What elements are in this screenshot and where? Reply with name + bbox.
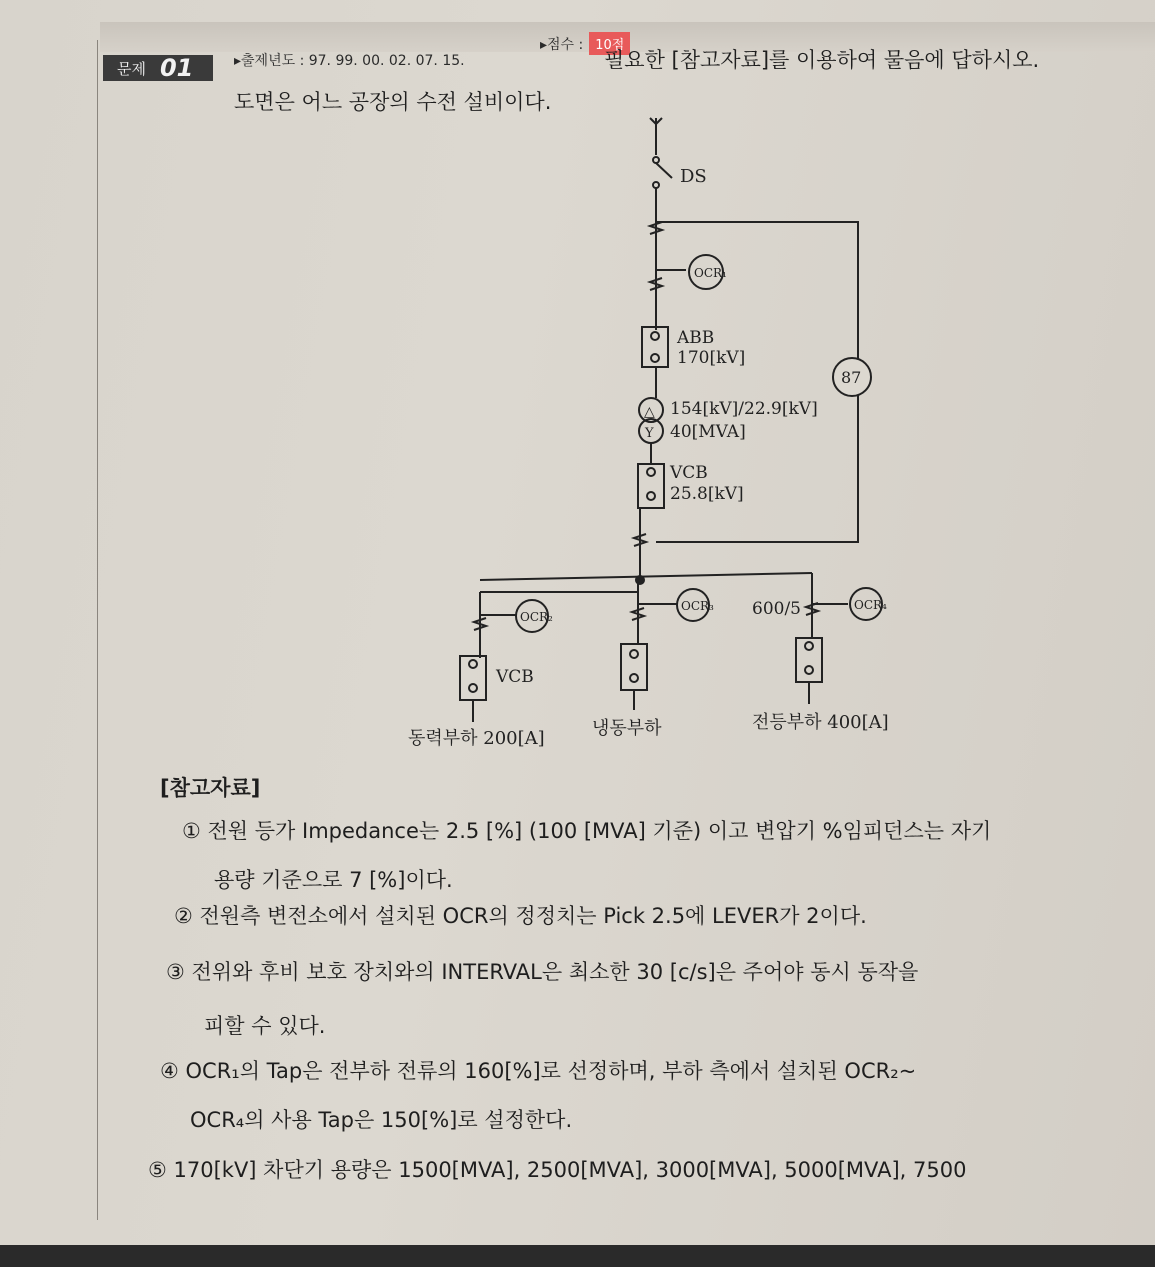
ocr2-label: OCR₂ xyxy=(520,610,553,624)
ocr4-label: OCR₄ xyxy=(854,598,887,612)
ocr3-label: OCR₃ xyxy=(681,599,714,613)
reference-title: [참고자료] xyxy=(160,776,261,800)
reference-item: ③ 전위와 후비 보호 장치와의 INTERVAL은 최소한 30 [c/s]은 주어야 동시 동작을 xyxy=(166,960,919,984)
reference-item: ② 전원측 변전소에서 설치된 OCR의 정정치는 Pick 2.5에 LEVER가 2이다. xyxy=(174,904,867,928)
load-label-refrigeration: 냉동부하 xyxy=(592,718,662,739)
transformer-capacity: 40[MVA] xyxy=(670,422,746,442)
score-label: ▸점수 : xyxy=(540,36,584,53)
ct-symbol xyxy=(634,534,646,546)
main-vcb xyxy=(638,464,664,508)
abb-rating: 170[kV] xyxy=(677,348,746,368)
problem-label-word: 문제 xyxy=(117,59,146,78)
load-label-lighting: 전등부하 400[A] xyxy=(752,712,889,733)
single-line-diagram xyxy=(380,110,920,770)
reference-item: ④ OCR₁의 Tap은 전부하 전류의 160[%]로 선정하며, 부하 측에서 설치된 OCR₂~ xyxy=(160,1059,917,1083)
vcb-rating: 25.8[kV] xyxy=(670,484,744,504)
ocr1-label: OCR₁ xyxy=(694,266,727,280)
score-badge: 10점 xyxy=(589,32,630,55)
reference-item: OCR₄의 사용 Tap은 150[%]로 설정한다. xyxy=(190,1108,573,1132)
ct-symbol xyxy=(650,222,662,234)
feeder-lighting-load xyxy=(796,573,882,704)
disconnect-switch xyxy=(653,157,672,330)
ds-label: DS xyxy=(680,166,707,187)
load-label-power: 동력부하 200[A] xyxy=(408,728,545,749)
reference-item: 용량 기준으로 7 [%]이다. xyxy=(214,868,453,892)
ct-ratio-label: 600/5 xyxy=(752,599,801,619)
problem-number: 01 xyxy=(159,54,194,82)
main-bus xyxy=(480,573,812,580)
ct-symbol xyxy=(650,278,662,290)
incoming-line xyxy=(650,118,662,155)
svg-text:△: △ xyxy=(644,404,655,420)
abb-name: ABB xyxy=(677,328,715,348)
exam-years: ▸출제년도 : 97. 99. 00. 02. 07. 15. xyxy=(234,53,465,69)
transformer-ratio: 154[kV]/22.9[kV] xyxy=(670,399,818,419)
reference-item: ① 전원 등가 Impedance는 2.5 [%] (100 [MVA] 기준) 이고 변압기 %임피던스는 자기 xyxy=(182,819,992,843)
reference-item: ⑤ 170[kV] 차단기 용량은 1500[MVA], 2500[MVA], 3000[MVA], 5000[MVA], 7500 xyxy=(148,1158,967,1182)
vcb-name: VCB xyxy=(670,463,708,483)
page-bottom-edge xyxy=(0,1245,1155,1267)
question-line-1: 필요한 [참고자료]를 이용하여 물음에 답하시오. xyxy=(604,48,1040,72)
reference-item: 피할 수 있다. xyxy=(204,1014,326,1038)
svg-text:Y: Y xyxy=(645,426,654,441)
relay-87-label: 87 xyxy=(841,368,862,387)
feeder-vcb-label: VCB xyxy=(496,667,534,687)
margin-line xyxy=(97,40,98,1220)
question-line-2: 도면은 어느 공장의 수전 설비이다. xyxy=(234,90,552,114)
problem-label xyxy=(103,55,213,81)
